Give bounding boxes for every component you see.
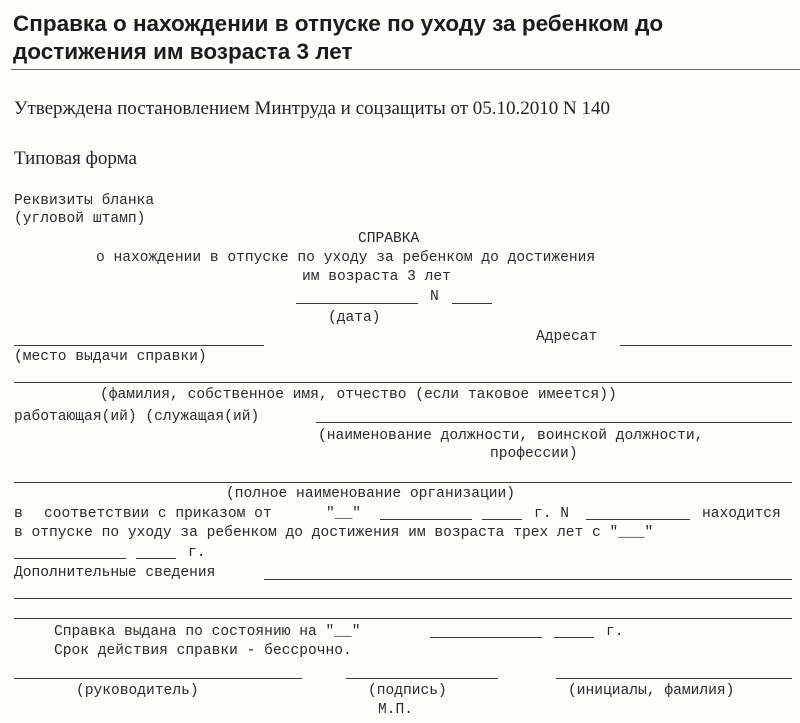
order-v-label: в <box>14 506 23 522</box>
position-caption-2: профессии) <box>490 446 578 462</box>
order-year-field[interactable] <box>482 519 522 520</box>
initials-field[interactable] <box>556 678 792 679</box>
leave-text: в отпуске по уходу за ребенком до достижения им возраста трех лет с "___" <box>14 525 654 541</box>
name-field[interactable] <box>14 382 792 383</box>
doc-subtitle-line-2: им возраста 3 лет <box>302 269 451 285</box>
approval-text: Утверждена постановлением Минтруда и соцзащиты от 05.10.2010 N 140 <box>14 98 611 119</box>
leave-start-month-field[interactable] <box>14 558 126 559</box>
initials-caption: (инициалы, фамилия) <box>568 683 735 699</box>
place-caption: (место выдачи справки) <box>14 349 207 365</box>
doc-subtitle-line-1: о нахождении в отпуске по уходу за ребенком до достижения <box>96 250 596 266</box>
working-as-label: работающая(ий) (служащая(ий) <box>14 409 260 425</box>
order-number-field[interactable] <box>586 519 690 520</box>
issued-year-field[interactable] <box>554 637 594 638</box>
doc-title: СПРАВКА <box>358 231 420 247</box>
place-field[interactable] <box>14 345 264 346</box>
additional-info-label: Дополнительные сведения <box>14 565 216 581</box>
issued-month-field[interactable] <box>430 637 542 638</box>
leave-year-suffix: г. <box>188 545 206 561</box>
organization-caption: (полное наименование организации) <box>226 486 516 502</box>
head-caption: (руководитель) <box>76 683 199 699</box>
signature-caption: (подпись) <box>368 683 447 699</box>
date-caption: (дата) <box>328 310 381 326</box>
additional-info-field-3[interactable] <box>14 618 792 619</box>
number-label: N <box>430 289 439 305</box>
order-located-label: находится <box>702 506 781 522</box>
head-field[interactable] <box>14 678 302 679</box>
additional-info-field-2[interactable] <box>14 598 792 599</box>
requisites-label: Реквизиты бланка <box>14 193 155 209</box>
order-day-field[interactable]: "__" <box>326 506 362 522</box>
order-text: соответствии с приказом от <box>44 506 272 522</box>
addressee-field[interactable] <box>620 345 792 346</box>
additional-info-field-1[interactable] <box>264 579 792 580</box>
position-field[interactable] <box>316 422 792 423</box>
leave-start-year-field[interactable] <box>136 558 176 559</box>
seal-label: М.П. <box>378 702 414 718</box>
issued-year-suffix: г. <box>606 624 624 640</box>
validity-text: Срок действия справки - бессрочно. <box>54 643 352 659</box>
organization-field[interactable] <box>14 482 792 483</box>
signature-field[interactable] <box>346 678 498 679</box>
number-field[interactable] <box>452 303 492 304</box>
addressee-label: Адресат <box>536 329 598 345</box>
position-caption-1: (наименование должности, воинской должности, <box>318 428 704 444</box>
name-caption: (фамилия, собственное имя, отчество (если таковое имеется)) <box>100 387 617 403</box>
order-month-field[interactable] <box>380 519 472 520</box>
issued-as-of-label: Справка выдана по состоянию на "__" <box>54 624 361 640</box>
corner-stamp-label: (угловой штамп) <box>14 211 146 227</box>
date-field[interactable] <box>296 303 418 304</box>
title-divider <box>11 69 800 70</box>
order-number-label: г. N <box>534 506 570 522</box>
form-type-label: Типовая форма <box>14 148 137 169</box>
page-title: Справка о нахождении в отпуске по уходу за ребенком до достижения им возраста 3 лет <box>13 11 664 64</box>
